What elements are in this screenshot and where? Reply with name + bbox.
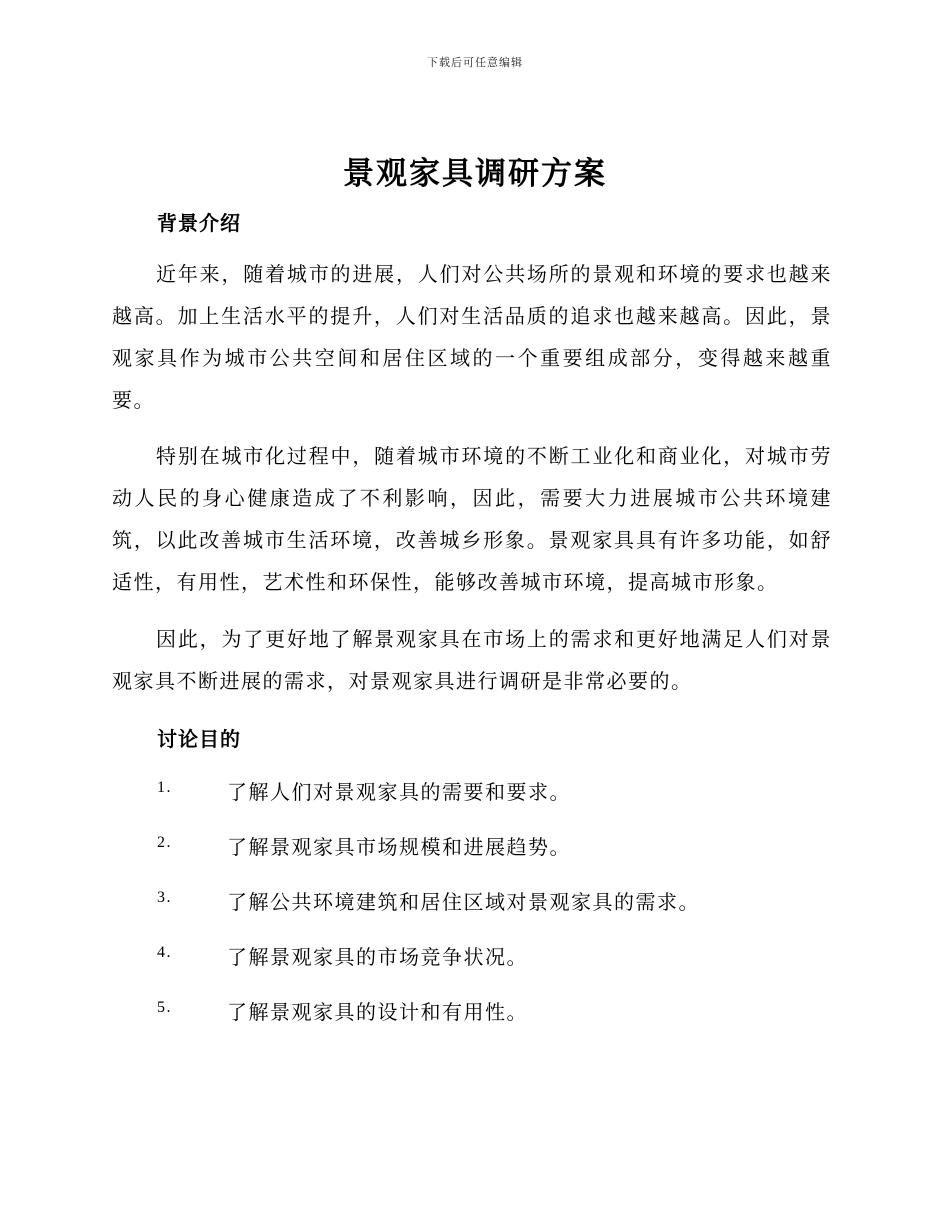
list-item xyxy=(157,776,837,806)
list-item-number: 5. xyxy=(157,999,172,1016)
section-heading-background: 背景介绍 xyxy=(157,211,241,235)
list-item-number: 4. xyxy=(157,944,172,961)
paragraph: 近年来，随着城市的进展，人们对公共场所的景观和环境的要求也越来越高。加上生活水平的提升，人们对生活品质的追求也越来越高。因此，景观家具作为城市公共空间和居住区域的一个重要组成部分，变得越来越重要。 xyxy=(112,262,832,412)
list-item-text: 了解公共环境建筑和居住区域对景观家具的需求。 xyxy=(227,890,700,914)
paragraph: 特别在城市化过程中，随着城市环境的不断工业化和商业化，对城市劳动人民的身心健康造成了不利影响，因此，需要大力进展城市公共环境建筑，以此改善城市生活环境，改善城乡形象。景观家具具有许多功能，如舒适性，有用性，艺术性和环保性，能够改善城市环境，提高城市形象。 xyxy=(112,444,832,594)
list-item-text: 了解景观家具的市场竞争状况。 xyxy=(227,945,528,969)
list-item-text: 了解景观家具的设计和有用性。 xyxy=(227,1000,528,1024)
list-item-text: 了解人们对景观家具的需要和要求。 xyxy=(227,780,571,804)
list-item-number: 1. xyxy=(157,779,172,796)
document-title: 景观家具调研方案 xyxy=(343,156,607,192)
list-item xyxy=(157,886,837,916)
list-item-text: 了解景观家具市场规模和进展趋势。 xyxy=(227,835,571,859)
list-item xyxy=(157,996,837,1026)
list-item-number: 2. xyxy=(157,834,172,851)
list-item xyxy=(157,941,837,971)
list-item-number: 3. xyxy=(157,889,172,906)
paragraph: 因此，为了更好地了解景观家具在市场上的需求和更好地满足人们对景观家具不断进展的需求，对景观家具进行调研是非常必要的。 xyxy=(112,627,832,693)
section-heading-objectives: 讨论目的 xyxy=(157,727,241,751)
list-item xyxy=(157,831,837,861)
page-header-note: 下载后可任意编辑 xyxy=(427,56,523,69)
